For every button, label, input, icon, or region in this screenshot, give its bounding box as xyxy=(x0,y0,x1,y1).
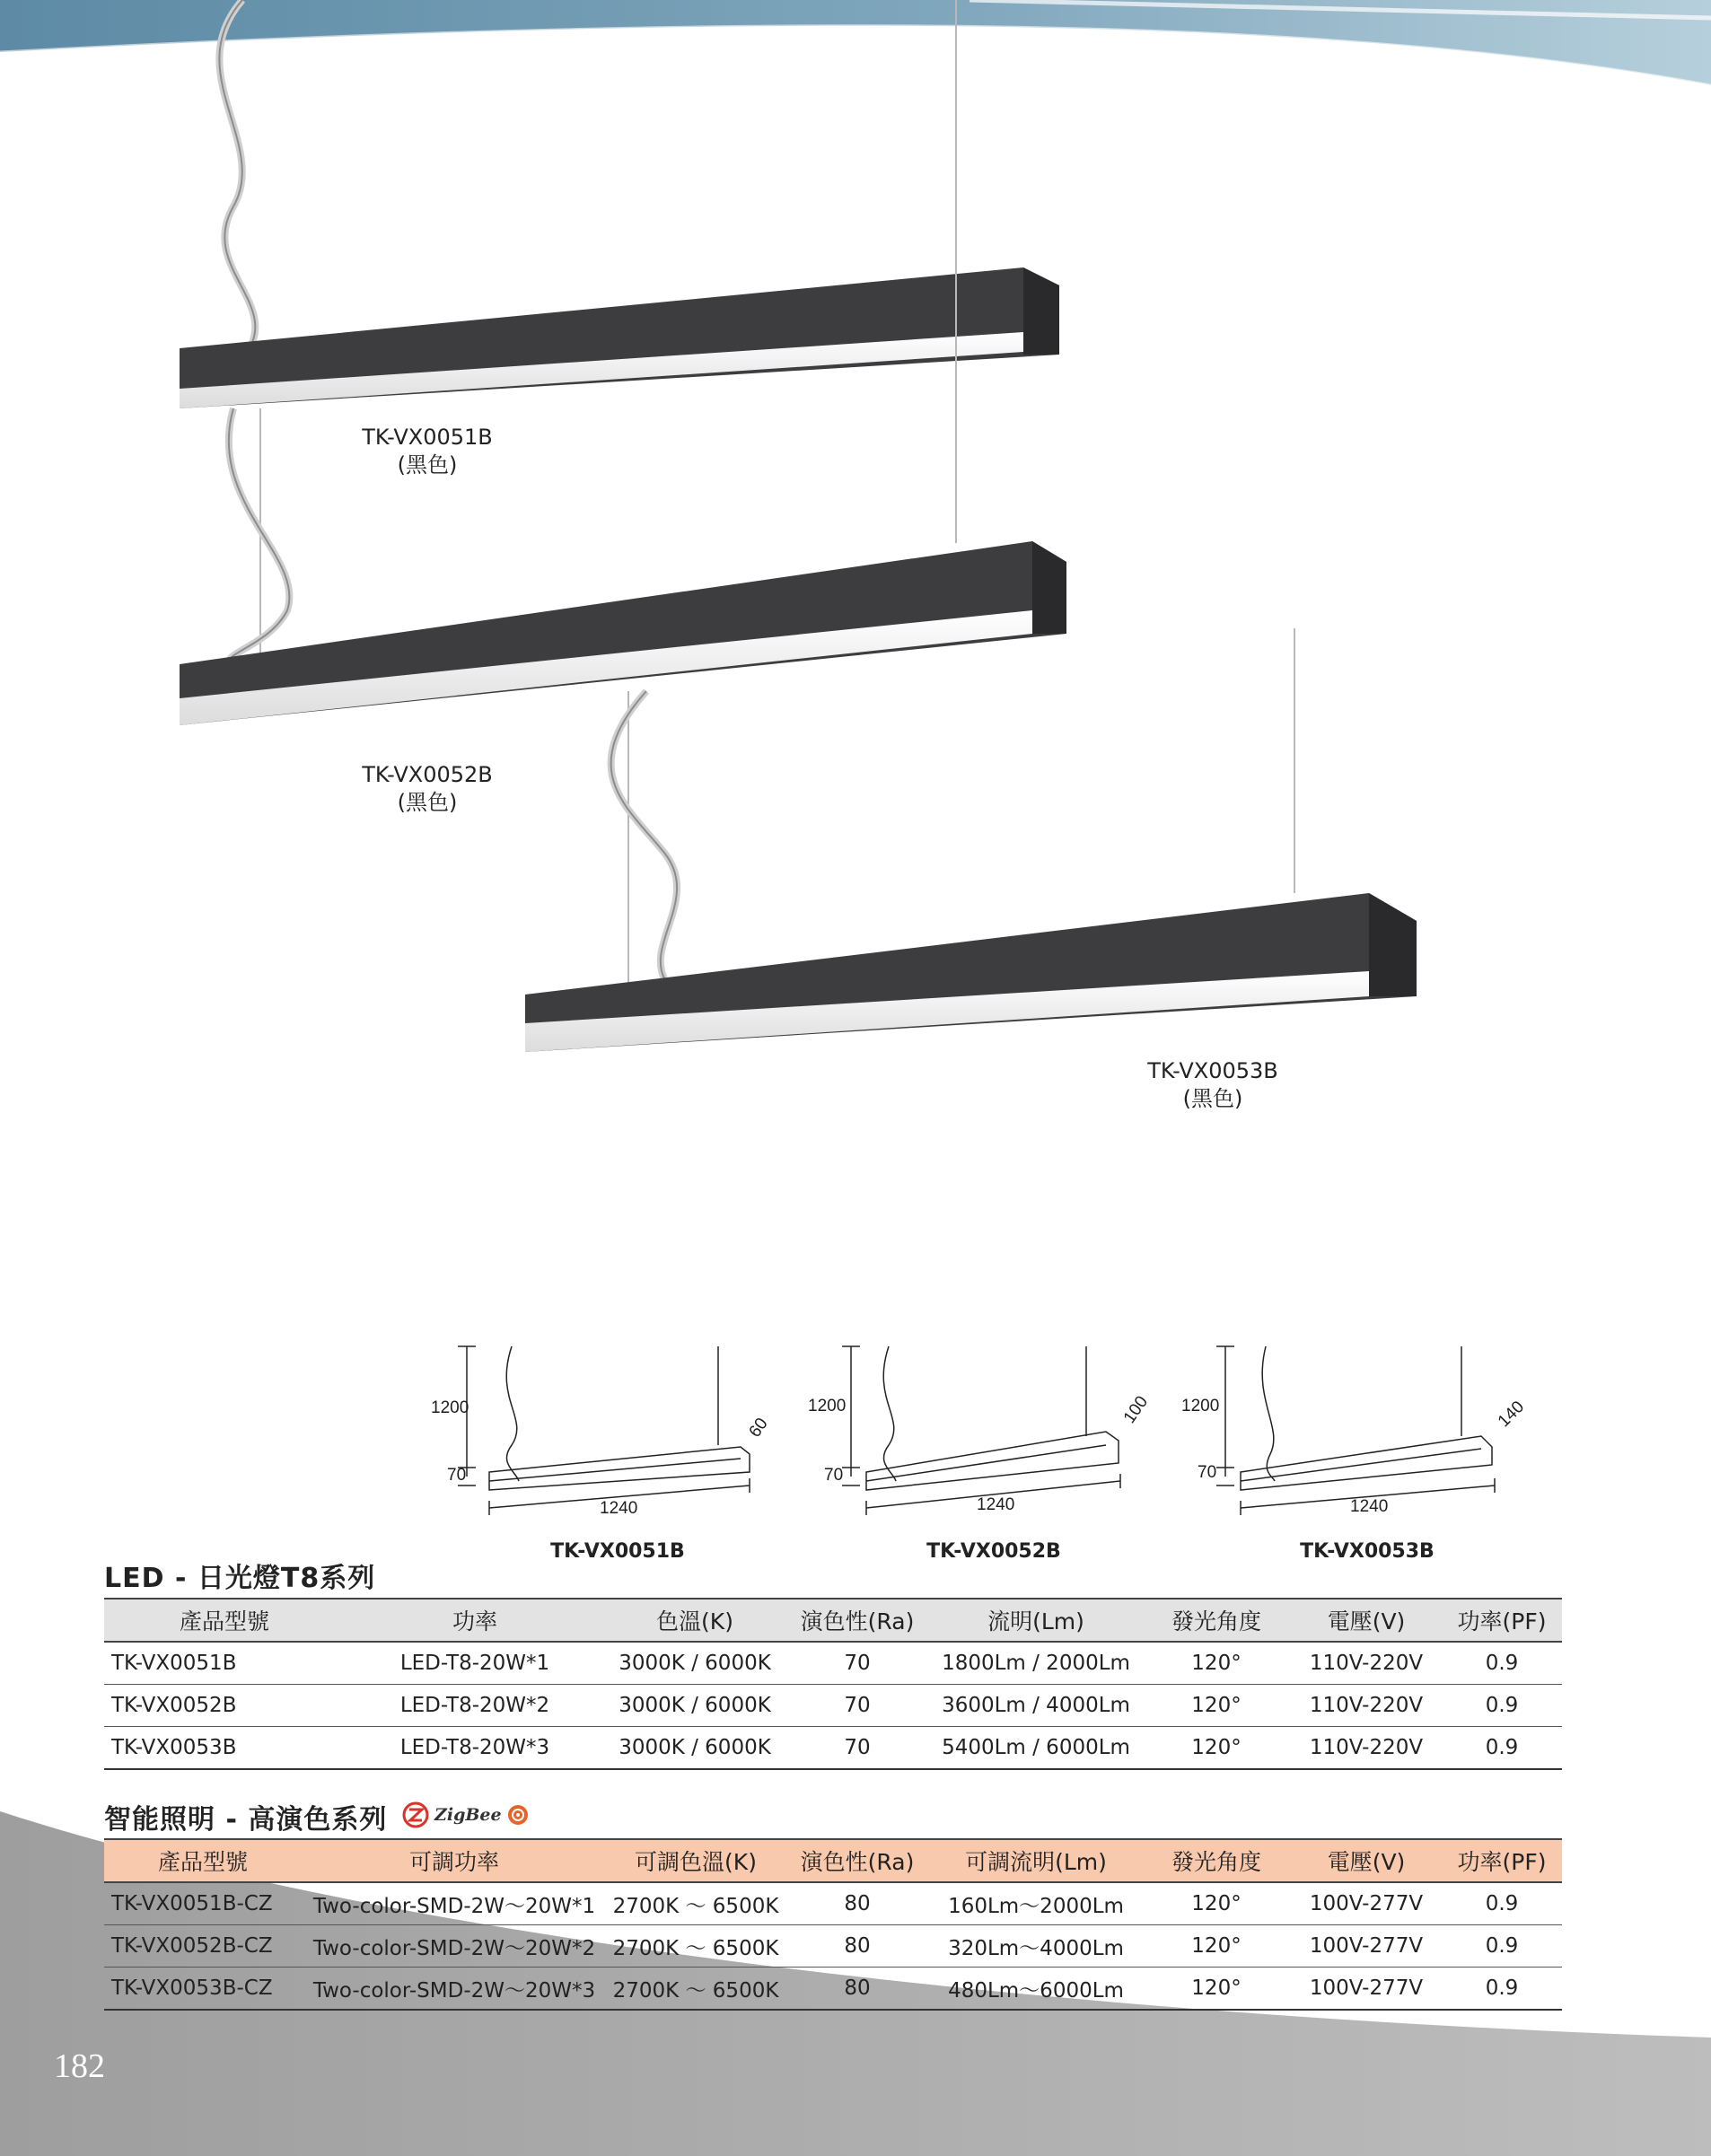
table-row xyxy=(104,1685,1562,1727)
cell-beam-angle: 120° xyxy=(1142,1727,1291,1770)
header-color-temp: 色溫(K) xyxy=(605,1599,785,1642)
header-voltage: 電壓(V) xyxy=(1291,1839,1442,1882)
cell-voltage: 110V-220V xyxy=(1291,1727,1442,1770)
cell-lumen: 5400Lm / 6000Lm xyxy=(930,1727,1142,1770)
product-color-note: (黑色) xyxy=(397,452,458,478)
cell-voltage: 110V-220V xyxy=(1291,1642,1442,1685)
cell-voltage: 110V-220V xyxy=(1291,1685,1442,1727)
cell-color-temp: 2700K ～ 6500K xyxy=(607,1968,785,2011)
cell-voltage: 100V-277V xyxy=(1291,1968,1442,2011)
dimension-drawing-3 xyxy=(1216,1346,1495,1515)
header-power-factor: 功率(PF) xyxy=(1442,1839,1562,1882)
dim-width-1: 60 xyxy=(745,1415,772,1442)
cell-beam-angle: 120° xyxy=(1142,1642,1291,1685)
zigbee-badge xyxy=(402,1800,529,1830)
zigbee-logo-icon xyxy=(402,1801,429,1828)
cell-beam-angle: 120° xyxy=(1142,1968,1291,2011)
cell-lumen: 3600Lm / 4000Lm xyxy=(930,1685,1142,1727)
wireless-signal-icon xyxy=(507,1804,529,1826)
drawing-label-3: TK-VX0053B xyxy=(1300,1540,1435,1563)
product-model: TK-VX0051B xyxy=(362,425,493,450)
cell-power: LED-T8-20W*2 xyxy=(345,1685,605,1727)
drawing-label-1: TK-VX0051B xyxy=(550,1540,685,1563)
cell-power-factor: 0.9 xyxy=(1442,1882,1562,1925)
cell-power-factor: 0.9 xyxy=(1442,1925,1562,1968)
cell-lumen: 480Lm～6000Lm xyxy=(930,1968,1142,2011)
cell-voltage: 100V-277V xyxy=(1291,1882,1442,1925)
dim-length-2: 1240 xyxy=(977,1495,1015,1514)
table-header-row xyxy=(104,1839,1562,1882)
header-adjustable-lumen: 可調流明(Lm) xyxy=(930,1839,1142,1882)
section-title-led-t8: LED - 日光燈T8系列 xyxy=(104,1563,376,1594)
spec-table-smart-lighting xyxy=(104,1838,1562,2011)
cell-cri: 70 xyxy=(785,1727,930,1770)
page-number: 182 xyxy=(54,2047,105,2085)
cell-model: TK-VX0053B-CZ xyxy=(104,1968,302,2011)
cell-beam-angle: 120° xyxy=(1142,1925,1291,1968)
header-lumen: 流明(Lm) xyxy=(930,1599,1142,1642)
cell-cri: 70 xyxy=(785,1685,930,1727)
cell-power-factor: 0.9 xyxy=(1442,1685,1562,1727)
dimension-drawing-2 xyxy=(842,1346,1120,1515)
table-row xyxy=(104,1882,1562,1925)
dim-width-2: 100 xyxy=(1119,1392,1153,1427)
product-model: TK-VX0053B xyxy=(1147,1058,1278,1083)
dim-length-3: 1240 xyxy=(1350,1497,1389,1516)
cell-cri: 80 xyxy=(785,1882,930,1925)
fixture-photo-3 xyxy=(525,628,1417,1052)
dim-height-3: 1200 xyxy=(1181,1397,1220,1415)
cell-power: Two-color-SMD-2W～20W*3 xyxy=(302,1968,607,2011)
zigbee-label: ZigBee xyxy=(434,1805,502,1825)
table-row xyxy=(104,1727,1562,1770)
header-power-factor: 功率(PF) xyxy=(1442,1599,1562,1642)
table-row xyxy=(104,1642,1562,1685)
spec-table-led-t8 xyxy=(104,1598,1562,1770)
table-header-row xyxy=(104,1599,1562,1642)
cell-model: TK-VX0052B-CZ xyxy=(104,1925,302,1968)
dim-width-3: 140 xyxy=(1494,1398,1529,1432)
product-model: TK-VX0052B xyxy=(362,762,493,787)
dim-length-1: 1240 xyxy=(600,1499,638,1518)
cell-beam-angle: 120° xyxy=(1142,1882,1291,1925)
cell-voltage: 100V-277V xyxy=(1291,1925,1442,1968)
cell-color-temp: 2700K ～ 6500K xyxy=(607,1882,785,1925)
header-cri: 演色性(Ra) xyxy=(785,1839,930,1882)
cell-model: TK-VX0051B xyxy=(104,1642,345,1685)
header-cri: 演色性(Ra) xyxy=(785,1599,930,1642)
cell-power: Two-color-SMD-2W～20W*2 xyxy=(302,1925,607,1968)
cell-color-temp: 2700K ～ 6500K xyxy=(607,1925,785,1968)
drawing-label-2: TK-VX0052B xyxy=(926,1540,1061,1563)
cell-model: TK-VX0051B-CZ xyxy=(104,1882,302,1925)
dim-body-height-2: 70 xyxy=(824,1466,844,1485)
cell-color-temp: 3000K / 6000K xyxy=(605,1727,785,1770)
cell-lumen: 320Lm～4000Lm xyxy=(930,1925,1142,1968)
cell-power: Two-color-SMD-2W～20W*1 xyxy=(302,1882,607,1925)
cell-power-factor: 0.9 xyxy=(1442,1642,1562,1685)
cell-color-temp: 3000K / 6000K xyxy=(605,1642,785,1685)
header-beam-angle: 發光角度 xyxy=(1142,1599,1291,1642)
dimension-drawing-1 xyxy=(458,1346,750,1515)
product-caption-2 xyxy=(311,761,544,817)
cell-color-temp: 3000K / 6000K xyxy=(605,1685,785,1727)
table-row xyxy=(104,1925,1562,1968)
dim-body-height-1: 70 xyxy=(447,1466,467,1485)
cell-cri: 70 xyxy=(785,1642,930,1685)
header-adjustable-color-temp: 可調色溫(K) xyxy=(607,1839,785,1882)
dim-height-1: 1200 xyxy=(431,1398,469,1417)
product-color-note: (黑色) xyxy=(397,790,458,815)
cell-power: LED-T8-20W*3 xyxy=(345,1727,605,1770)
header-model: 產品型號 xyxy=(104,1599,345,1642)
cell-lumen: 160Lm～2000Lm xyxy=(930,1882,1142,1925)
dim-height-2: 1200 xyxy=(808,1397,847,1415)
cell-cri: 80 xyxy=(785,1968,930,2011)
header-beam-angle: 發光角度 xyxy=(1142,1839,1291,1882)
cell-beam-angle: 120° xyxy=(1142,1685,1291,1727)
product-caption-3 xyxy=(1096,1057,1329,1113)
dim-body-height-3: 70 xyxy=(1198,1463,1217,1482)
cell-model: TK-VX0052B xyxy=(104,1685,345,1727)
header-adjustable-power: 可調功率 xyxy=(302,1839,607,1882)
product-color-note: (黑色) xyxy=(1182,1086,1243,1111)
header-voltage: 電壓(V) xyxy=(1291,1599,1442,1642)
cell-power-factor: 0.9 xyxy=(1442,1727,1562,1770)
cell-model: TK-VX0053B xyxy=(104,1727,345,1770)
section-title-smart-lighting: 智能照明 - 高演色系列 xyxy=(104,1804,388,1836)
cell-power-factor: 0.9 xyxy=(1442,1968,1562,2011)
cell-lumen: 1800Lm / 2000Lm xyxy=(930,1642,1142,1685)
cell-cri: 80 xyxy=(785,1925,930,1968)
header-power: 功率 xyxy=(345,1599,605,1642)
cell-power: LED-T8-20W*1 xyxy=(345,1642,605,1685)
product-caption-1 xyxy=(311,424,544,479)
table-row xyxy=(104,1968,1562,2011)
header-model: 產品型號 xyxy=(104,1839,302,1882)
